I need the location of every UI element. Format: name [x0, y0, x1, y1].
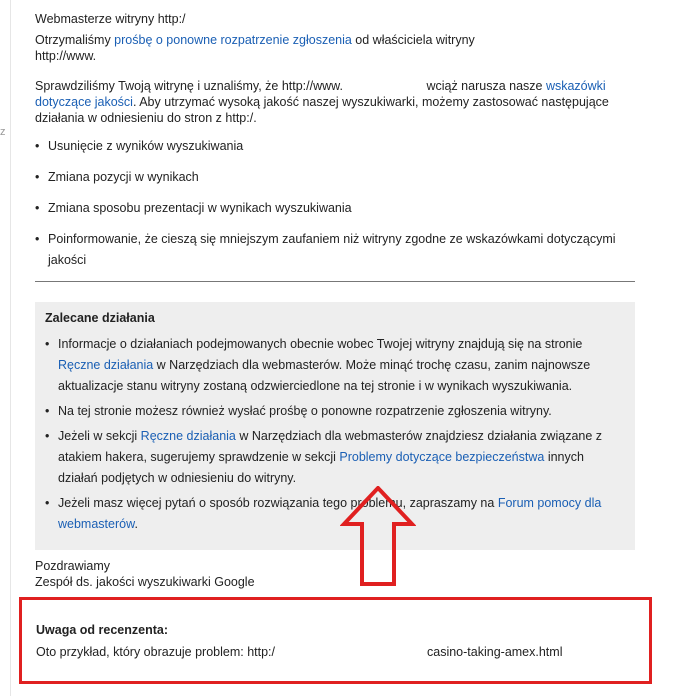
left-pane-divider — [10, 0, 11, 696]
recommended-item-reconsideration: • Na tej stronie możesz również wysłać prośbę o ponowne rozpatrzenie zgłoszenia witryny. — [45, 401, 625, 422]
email-signoff — [35, 558, 255, 590]
recommended-item-security — [45, 426, 625, 489]
recommended-item-forum — [45, 493, 625, 535]
received-site-url: http://www. — [35, 49, 97, 63]
rec3-text-mid: w Narzędziach dla webmasterów znajdziesz działania związane z atakiem hakera, sugerujemy sprawdzenie w sekcji — [58, 429, 603, 464]
rec1-text-pre: Informacje o działaniach podejmowanych obecnie wobec Twojej witryny znajdują się na stronie — [58, 337, 583, 351]
reconsideration-request-link[interactable]: prośbę o ponowne rozpatrzenie zgłoszenia — [114, 33, 352, 47]
received-text-pre: Otrzymaliśmy — [35, 33, 115, 47]
manual-actions-link[interactable]: Ręczne działania — [58, 358, 154, 372]
section-divider — [35, 281, 635, 282]
rec4-text-pre: Jeżeli masz więcej pytań o sposób rozwiązania tego problemu, zapraszamy na — [58, 496, 498, 510]
reviewer-note-box — [19, 597, 652, 684]
email-received-paragraph — [35, 32, 640, 64]
quality-guidelines-link[interactable]: wskazówki dotyczące jakości — [35, 79, 606, 109]
reviewer-note-title: Uwaga od recenzenta: — [36, 623, 168, 637]
checked-text-post: . Aby utrzymać wysoką jakość naszej wyszukiwarki, możemy zastosować następujące działania w odniesieniu do stron z http:/. — [35, 95, 609, 125]
signoff-team: Zespół ds. jakości wyszukiwarki Google — [35, 575, 255, 589]
up-arrow-annotation-icon — [340, 486, 416, 588]
left-pane-fragment: z — [0, 126, 6, 138]
webmaster-forum-link[interactable]: Forum pomocy dla webmasterów — [58, 496, 602, 531]
rec3-text-pre: Jeżeli w sekcji — [58, 429, 141, 443]
email-body — [35, 11, 640, 281]
checked-text-pre: Sprawdziliśmy Twoją witrynę i uznaliśmy, że http://www. — [35, 79, 343, 93]
recommended-actions-list — [45, 334, 625, 535]
penalty-item: • Poinformowanie, że cieszą się mniejszym zaufaniem niż witryny zgodne ze wskazówkami dotyczącymi jakości — [35, 229, 640, 271]
signoff-greeting: Pozdrawiamy — [35, 559, 111, 573]
recommended-actions-panel — [35, 302, 635, 550]
email-greeting: Webmasterze witryny http:/ — [35, 12, 186, 26]
rec3-text-post: innych działań podjętych w odniesieniu do witryny. — [58, 450, 584, 485]
reviewer-example-line — [36, 644, 562, 660]
manual-actions-link-2[interactable]: Ręczne działania — [140, 429, 236, 443]
reviewer-example-pre: Oto przykład, który obrazuje problem: http:/ — [36, 645, 275, 659]
penalty-list — [35, 136, 640, 271]
rec1-text-post: w Narzędziach dla webmasterów. Może minąć trochę czasu, zanim najnowsze aktualizacje stanu witryny zostaną odzwierciedlone na tej stronie i w wynikach wyszukiwania. — [58, 358, 591, 393]
security-issues-link[interactable]: Problemy dotyczące bezpieczeństwa — [339, 450, 545, 464]
penalty-item: • Usunięcie z wyników wyszukiwania — [35, 136, 640, 157]
recommended-item-manual-actions — [45, 334, 625, 397]
reviewer-example-post: casino-taking-amex.html — [427, 645, 563, 659]
recommended-actions-title: Zalecane działania — [45, 311, 155, 325]
email-checked-paragraph — [35, 78, 640, 126]
checked-text-mid: wciąż narusza nasze — [422, 79, 546, 93]
penalty-item: • Zmiana pozycji w wynikach — [35, 167, 640, 188]
received-text-post: od właściciela witryny — [351, 33, 475, 47]
penalty-item: • Zmiana sposobu prezentacji w wynikach wyszukiwania — [35, 198, 640, 219]
rec4-text-post: . — [134, 517, 138, 531]
